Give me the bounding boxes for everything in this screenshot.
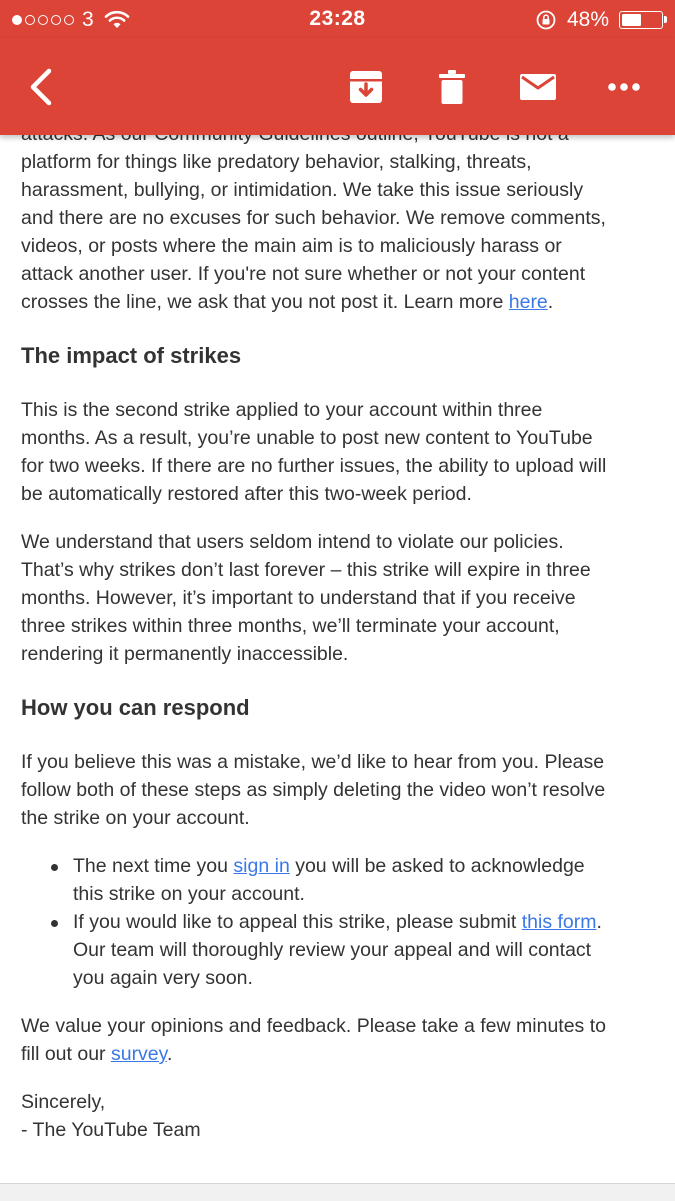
- text-line: this strike on your account.: [73, 883, 305, 905]
- text-line: This is the second strike applied to your account within three: [21, 399, 543, 421]
- text-line: months. As a result, you’re unable to post new content to YouTube: [21, 427, 593, 449]
- signoff: [21, 1088, 661, 1144]
- text-segment: The next time you: [73, 855, 234, 877]
- text-segment: If you would like to appeal this strike, please submit: [73, 911, 522, 933]
- archive-button[interactable]: [344, 38, 388, 135]
- respond-steps-list: [21, 852, 661, 992]
- text-segment: crosses the line, we ask that you not post it. Learn more: [21, 291, 509, 313]
- battery-percent: 48%: [566, 8, 609, 31]
- sign-in-link[interactable]: sign in: [233, 855, 290, 877]
- trash-icon: [438, 69, 466, 105]
- text-line: platform for things like predatory behavior, stalking, threats,: [21, 151, 532, 173]
- text-line: attack another user. If you're not sure whether or not your content: [21, 263, 586, 285]
- text-line: That’s why strikes don’t last forever – this strike will expire in three: [21, 559, 591, 581]
- respond-paragraph: [21, 748, 661, 832]
- text-segment: .: [166, 1043, 173, 1065]
- battery-icon: [619, 11, 663, 29]
- email-body: [21, 120, 661, 1144]
- learn-more-link[interactable]: here: [508, 291, 548, 313]
- text-line: Our team will thoroughly review your appeal and will contact: [73, 939, 592, 961]
- bottom-divider: [0, 1183, 675, 1201]
- text-line: months. However, it’s important to understand that if you receive: [21, 587, 576, 609]
- text-line: [21, 1040, 661, 1068]
- text-line: follow both of these steps as simply deleting the video won’t resolve: [21, 779, 606, 801]
- signoff-line: Sincerely,: [21, 1091, 106, 1113]
- text-segment: .: [596, 911, 602, 933]
- text-line: videos, or posts where the main aim is to maliciously harass or: [21, 235, 562, 257]
- text-line: We value your opinions and feedback. Please take a few minutes to: [21, 1015, 606, 1037]
- text-line: harassment, bullying, or intimidation. We take this issue seriously: [21, 179, 584, 201]
- email-toolbar: [0, 38, 675, 135]
- text-line: be automatically restored after this two-week period.: [21, 483, 472, 505]
- carrier-name: 3: [82, 8, 94, 31]
- intro-paragraph: [21, 120, 661, 316]
- status-bar: [0, 0, 675, 38]
- respond-heading: How you can respond: [21, 695, 250, 720]
- back-button[interactable]: [18, 38, 64, 135]
- text-segment: fill out our: [21, 1043, 111, 1065]
- text-line: [73, 908, 661, 936]
- text-line: [21, 288, 661, 316]
- text-line: three strikes within three months, we’ll terminate your account,: [21, 615, 560, 637]
- delete-button[interactable]: [432, 38, 472, 135]
- more-icon: [607, 82, 641, 92]
- text-line: If you believe this was a mistake, we’d like to hear from you. Please: [21, 751, 605, 773]
- bullet-icon: [51, 864, 58, 871]
- text-line: the strike on your account.: [21, 807, 250, 829]
- status-time: 23:28: [309, 7, 366, 30]
- impact-paragraph-1: [21, 396, 661, 508]
- list-item: [21, 908, 661, 992]
- text-line: [73, 852, 661, 880]
- text-line: rendering it permanently inaccessible.: [21, 643, 349, 665]
- back-arrow-icon: [27, 67, 55, 107]
- text-line: and there are no excuses for such behavior. We remove comments,: [21, 207, 606, 229]
- list-item: [21, 852, 661, 908]
- text-line: you again very soon.: [73, 967, 253, 989]
- text-segment: you will be asked to acknowledge: [289, 855, 585, 877]
- appeal-form-link[interactable]: this form: [521, 911, 597, 933]
- mail-icon: [519, 73, 557, 101]
- rotation-lock-icon: [535, 9, 557, 31]
- text-line: for two weeks. If there are no further issues, the ability to upload will: [21, 455, 607, 477]
- status-right: [535, 8, 663, 32]
- archive-icon: [348, 70, 384, 104]
- closing-paragraph: [21, 1012, 661, 1068]
- bullet-icon: [51, 920, 58, 927]
- more-options-button[interactable]: [602, 38, 646, 135]
- impact-paragraph-2: [21, 528, 661, 668]
- signature: - The YouTube Team: [21, 1119, 201, 1141]
- survey-link[interactable]: survey: [110, 1043, 167, 1065]
- mark-unread-button[interactable]: [516, 38, 560, 135]
- text-line: We understand that users seldom intend to violate our policies.: [21, 531, 564, 553]
- text-segment: .: [547, 291, 554, 313]
- impact-heading: The impact of strikes: [21, 343, 242, 368]
